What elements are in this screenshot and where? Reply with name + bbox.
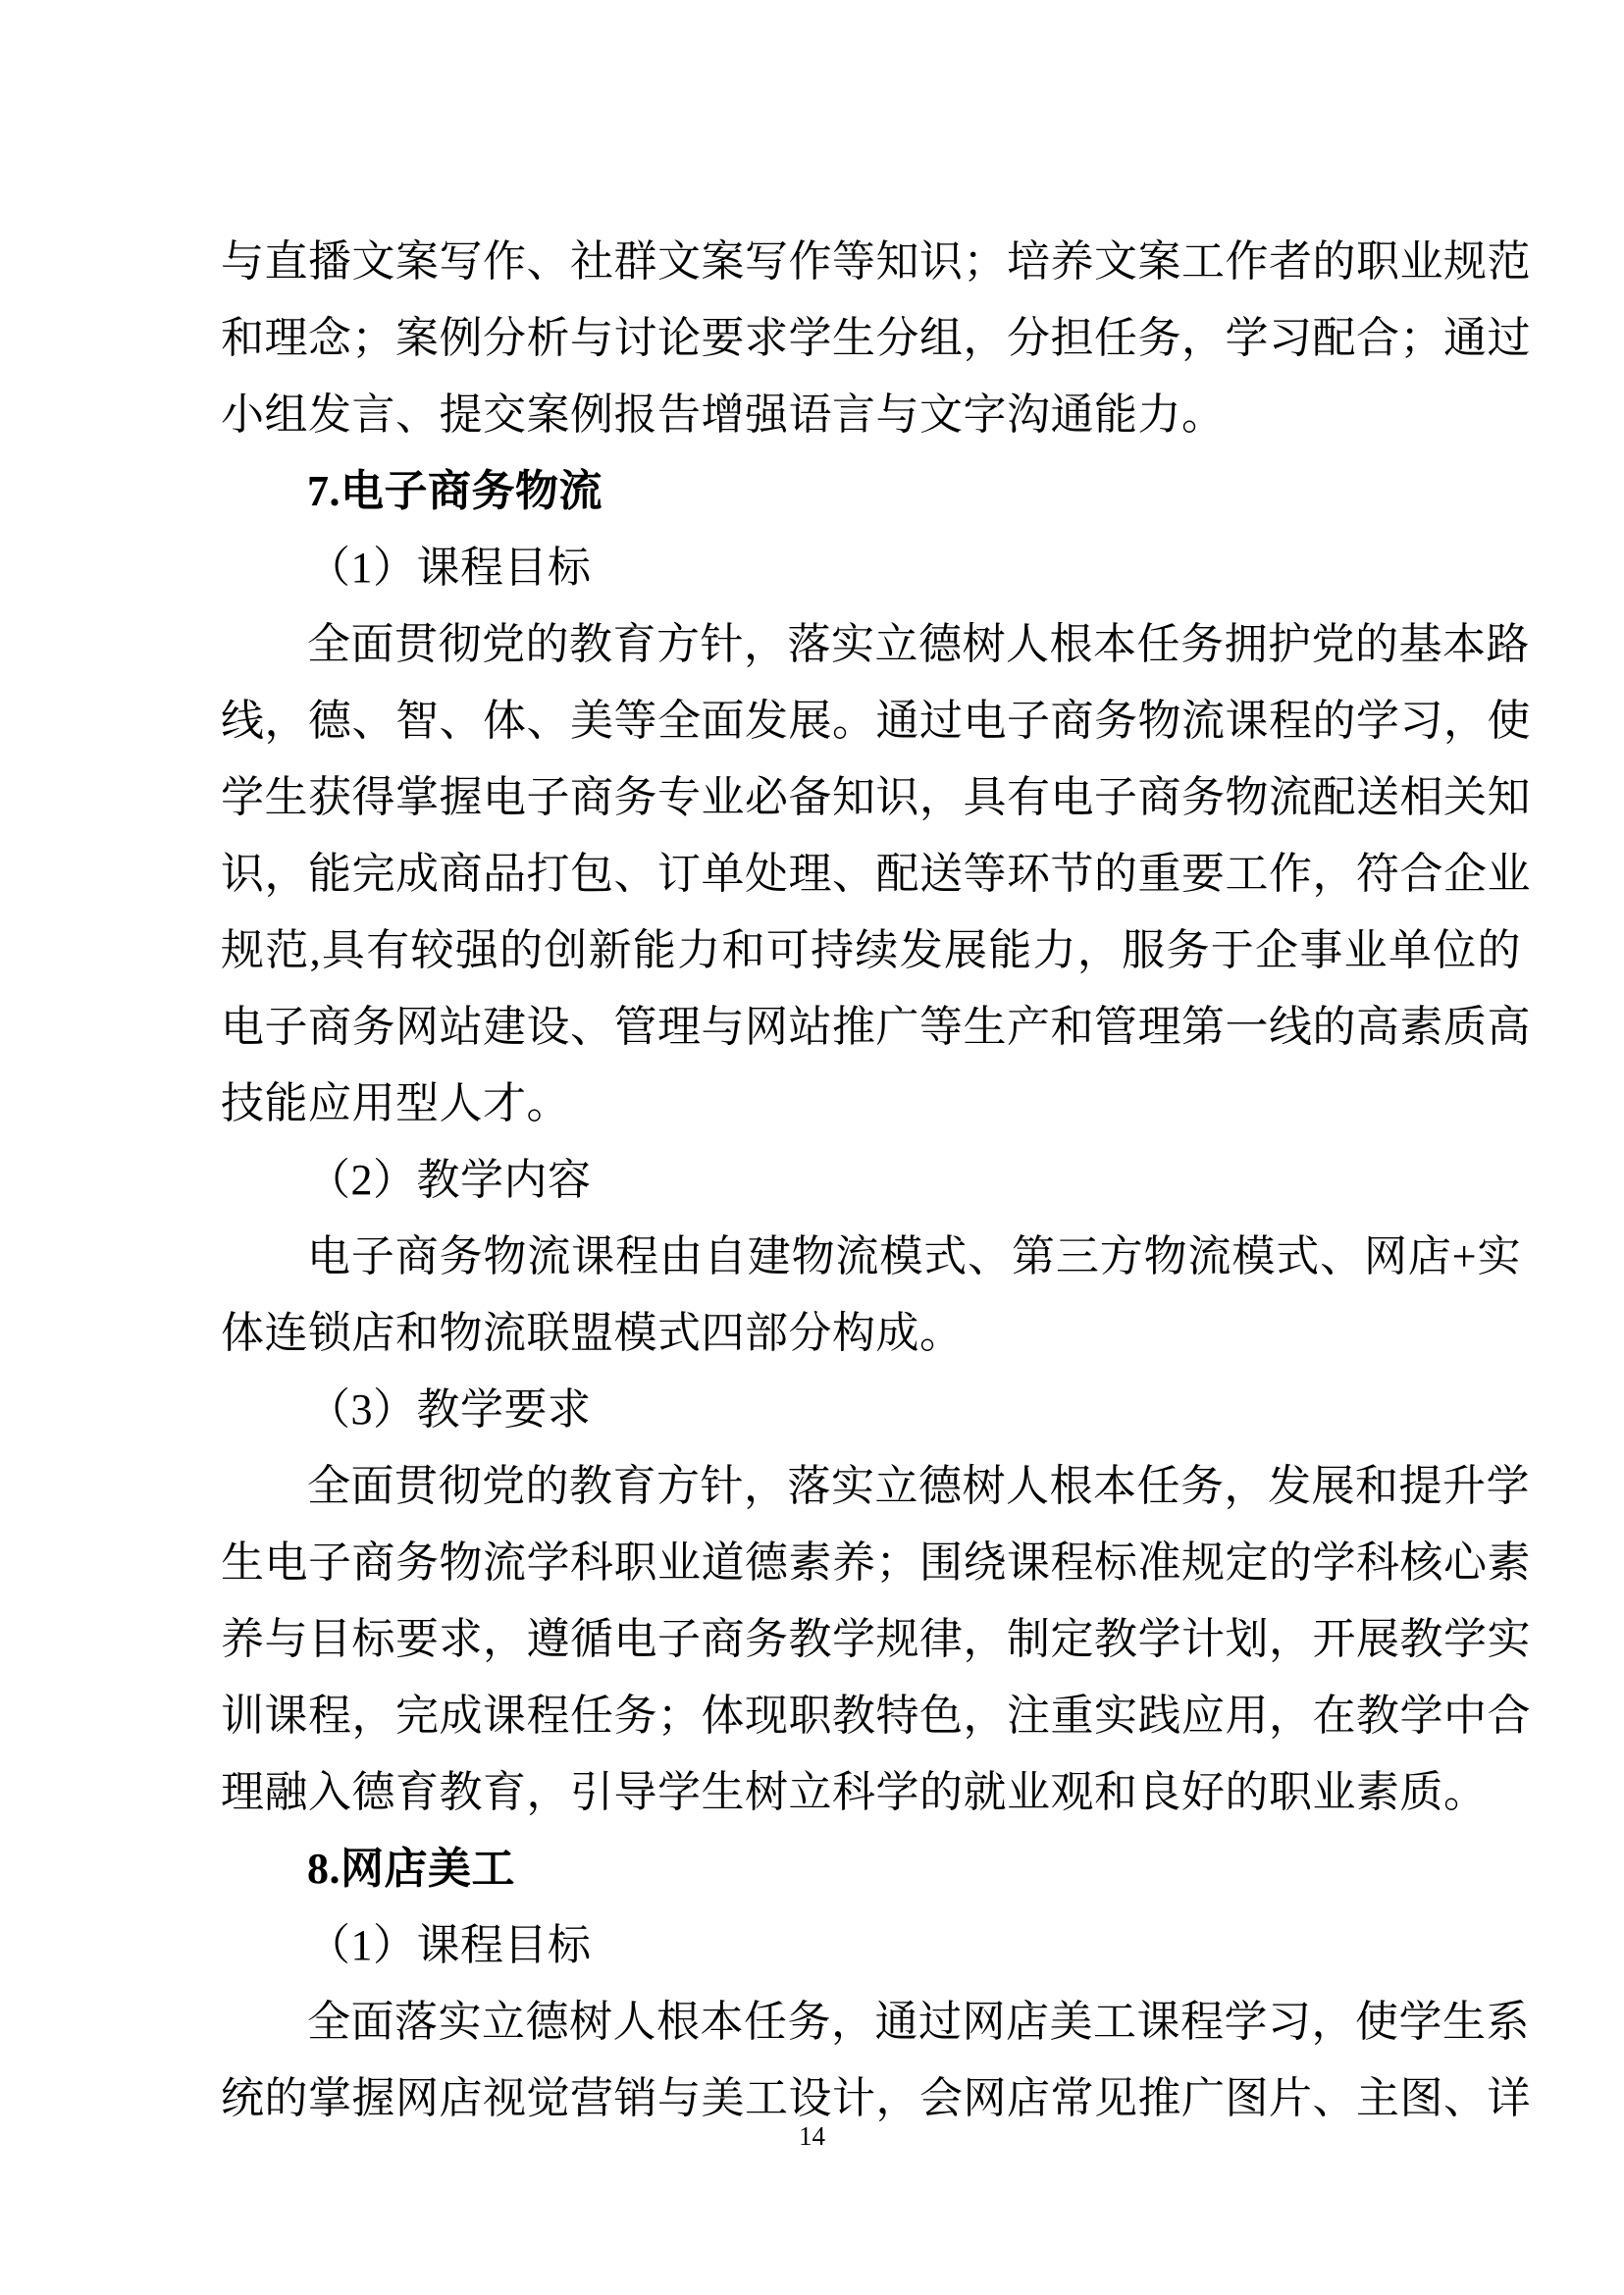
text-line: （1）课程目标 [307, 544, 592, 592]
text-line: 全面贯彻党的教育方针，落实立德树人根本任务拥护党的基本路 [307, 620, 1530, 668]
text-line: 全面落实立德树人根本任务，通过网店美工课程学习，使学生系 [307, 1998, 1530, 2046]
text-line: （3）教学要求 [307, 1385, 592, 1434]
text-line: 养与目标要求，遵循电子商务教学规律，制定教学计划，开展教学实 [221, 1615, 1531, 1663]
text-line: 线，德、智、体、美等全面发展。通过电子商务物流课程的学习，使 [221, 697, 1531, 745]
text-line: 理融入德育教育，引导学生树立科学的就业观和良好的职业素质。 [221, 1768, 1488, 1816]
text-line: 统的掌握网店视觉营销与美工设计，会网店常见推广图片、主图、详 [221, 2074, 1531, 2122]
text-line: 学生获得掌握电子商务专业必备知识，具有电子商务物流配送相关知 [221, 773, 1531, 821]
text-line: 识，能完成商品打包、订单处理、配送等环节的重要工作，符合企业 [221, 850, 1531, 898]
text-line: 电子商务网站建设、管理与网站推广等生产和管理第一线的高素质高 [221, 1003, 1531, 1051]
text-line: （2）教学内容 [307, 1156, 592, 1204]
text-line: 技能应用型人才。 [221, 1079, 570, 1127]
text-line: 与直播文案写作、社群文案写作等知识；培养文案工作者的职业规范 [221, 237, 1531, 286]
section-heading: 8.网店美工 [307, 1845, 515, 1893]
text-line: （1）课程目标 [307, 1921, 592, 1969]
text-line: 体连锁店和物流联盟模式四部分构成。 [221, 1309, 964, 1357]
text-line: 和理念；案例分析与讨论要求学生分组，分担任务，学习配合；通过 [221, 314, 1531, 362]
text-line: 小组发言、提交案例报告增强语言与文字沟通能力。 [221, 391, 1226, 439]
page-number: 14 [799, 2121, 825, 2151]
document-body [221, 224, 1531, 2137]
text-line: 电子商务物流课程由自建物流模式、第三方物流模式、网店+实 [307, 1232, 1521, 1280]
text-line: 生电子商务物流学科职业道德素养；围绕课程标准规定的学科核心素 [221, 1539, 1531, 1587]
section-heading: 7.电子商务物流 [307, 467, 602, 515]
text-line: 规范,具有较强的创新能力和可持续发展能力，服务于企事业单位的 [221, 926, 1521, 974]
text-line: 全面贯彻党的教育方针，落实立德树人根本任务，发展和提升学 [307, 1462, 1530, 1510]
text-line: 训课程，完成课程任务；体现职教特色，注重实践应用，在教学中合 [221, 1692, 1531, 1740]
